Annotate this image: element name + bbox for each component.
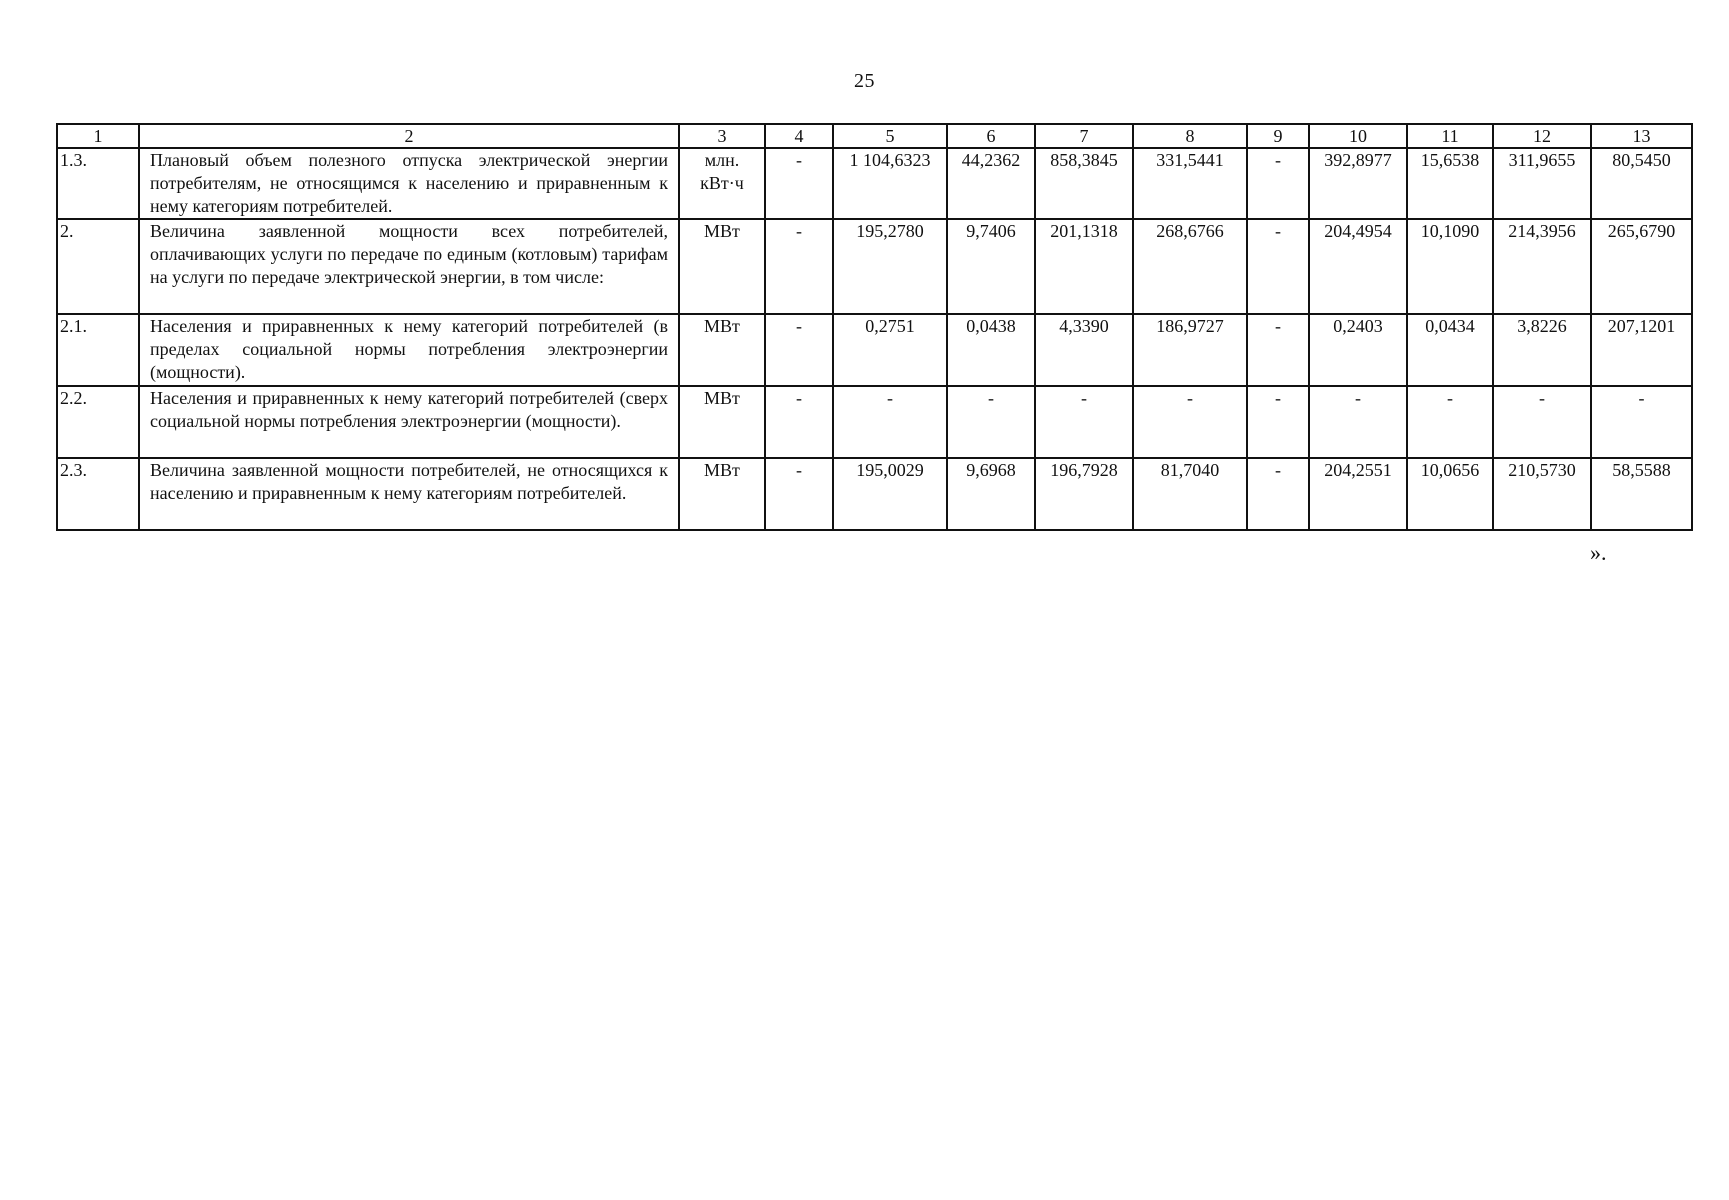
row-number: 1.3. — [57, 148, 139, 219]
column-header: 10 — [1309, 124, 1407, 148]
cell-value: 196,7928 — [1035, 458, 1133, 530]
cell-value: 195,0029 — [833, 458, 947, 530]
table-row — [57, 386, 1692, 458]
cell-value: - — [1247, 458, 1309, 530]
row-description: Плановый объем полезного отпуска электрической энергии потребителям, не относящимся к населению и приравненным к нему категориям потребителей. — [139, 148, 679, 219]
column-header: 5 — [833, 124, 947, 148]
row-unit: МВт — [679, 458, 765, 530]
cell-value: - — [765, 314, 833, 386]
cell-value: 265,6790 — [1591, 219, 1692, 314]
cell-value: - — [1133, 386, 1247, 458]
column-header: 9 — [1247, 124, 1309, 148]
cell-value: - — [765, 219, 833, 314]
cell-value: 186,9727 — [1133, 314, 1247, 386]
cell-value: - — [765, 386, 833, 458]
column-header: 12 — [1493, 124, 1591, 148]
cell-value: 3,8226 — [1493, 314, 1591, 386]
row-unit: МВт — [679, 314, 765, 386]
cell-value: - — [1247, 386, 1309, 458]
row-unit: МВт — [679, 386, 765, 458]
column-header: 7 — [1035, 124, 1133, 148]
cell-value: 0,0438 — [947, 314, 1035, 386]
cell-value: 10,0656 — [1407, 458, 1493, 530]
column-header: 6 — [947, 124, 1035, 148]
cell-value: 58,5588 — [1591, 458, 1692, 530]
cell-value: 311,9655 — [1493, 148, 1591, 219]
row-number: 2. — [57, 219, 139, 314]
cell-value: 4,3390 — [1035, 314, 1133, 386]
tariff-table — [56, 123, 1693, 531]
table-row — [57, 219, 1692, 314]
column-header: 2 — [139, 124, 679, 148]
row-unit: млн. кВт·ч — [679, 148, 765, 219]
cell-value: - — [765, 148, 833, 219]
table-row — [57, 314, 1692, 386]
cell-value: 15,6538 — [1407, 148, 1493, 219]
row-description: Величина заявленной мощности всех потребителей, оплачивающих услуги по передаче по единым (котловым) тарифам на услуги по передаче электрической энергии, в том числе: — [139, 219, 679, 314]
cell-value: 207,1201 — [1591, 314, 1692, 386]
cell-value: - — [1591, 386, 1692, 458]
cell-value: - — [1309, 386, 1407, 458]
row-description: Величина заявленной мощности потребителей, не относящихся к населению и приравненным к нему категориям потребителей. — [139, 458, 679, 530]
cell-value: 81,7040 — [1133, 458, 1247, 530]
cell-value: 9,6968 — [947, 458, 1035, 530]
cell-value: 10,1090 — [1407, 219, 1493, 314]
cell-value: 80,5450 — [1591, 148, 1692, 219]
cell-value: 44,2362 — [947, 148, 1035, 219]
cell-value: 201,1318 — [1035, 219, 1133, 314]
cell-value: - — [1493, 386, 1591, 458]
cell-value: - — [1407, 386, 1493, 458]
cell-value: - — [1247, 219, 1309, 314]
row-number: 2.3. — [57, 458, 139, 530]
page-number: 25 — [854, 70, 875, 92]
cell-value: 0,2403 — [1309, 314, 1407, 386]
cell-value: - — [1247, 148, 1309, 219]
cell-value: 392,8977 — [1309, 148, 1407, 219]
row-unit: МВт — [679, 219, 765, 314]
cell-value: - — [1247, 314, 1309, 386]
column-header: 4 — [765, 124, 833, 148]
cell-value: - — [947, 386, 1035, 458]
row-description: Населения и приравненных к нему категорий потребителей (сверх социальной нормы потребления электроэнергии (мощности). — [139, 386, 679, 458]
cell-value: 858,3845 — [1035, 148, 1133, 219]
cell-value: - — [765, 458, 833, 530]
row-description: Населения и приравненных к нему категорий потребителей (в пределах социальной нормы потребления электроэнергии (мощности). — [139, 314, 679, 386]
row-number: 2.2. — [57, 386, 139, 458]
column-header: 13 — [1591, 124, 1692, 148]
cell-value: - — [1035, 386, 1133, 458]
cell-value: 331,5441 — [1133, 148, 1247, 219]
column-header: 3 — [679, 124, 765, 148]
cell-value: 195,2780 — [833, 219, 947, 314]
cell-value: 9,7406 — [947, 219, 1035, 314]
row-number: 2.1. — [57, 314, 139, 386]
cell-value: 204,4954 — [1309, 219, 1407, 314]
column-header: 8 — [1133, 124, 1247, 148]
table-row — [57, 148, 1692, 219]
closing-quote: ». — [1590, 540, 1607, 565]
cell-value: 204,2551 — [1309, 458, 1407, 530]
cell-value: 268,6766 — [1133, 219, 1247, 314]
cell-value: 210,5730 — [1493, 458, 1591, 530]
column-header: 11 — [1407, 124, 1493, 148]
cell-value: 0,2751 — [833, 314, 947, 386]
column-header: 1 — [57, 124, 139, 148]
cell-value: 214,3956 — [1493, 219, 1591, 314]
cell-value: 1 104,6323 — [833, 148, 947, 219]
table-row — [57, 458, 1692, 530]
cell-value: 0,0434 — [1407, 314, 1493, 386]
cell-value: - — [833, 386, 947, 458]
column-number-row — [57, 124, 1692, 148]
